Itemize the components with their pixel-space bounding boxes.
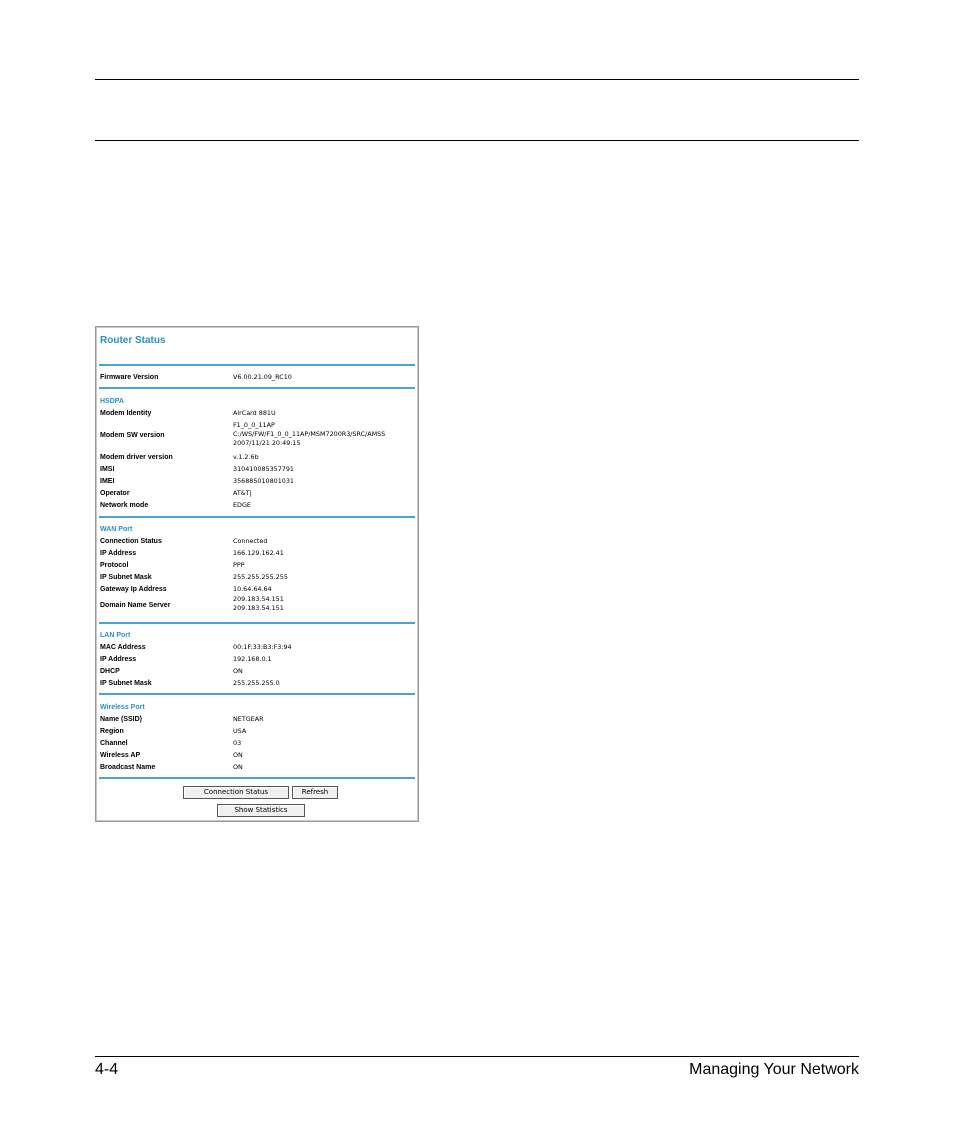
lan-subnet-row (99, 678, 415, 689)
separator (99, 516, 415, 518)
modem-identity-value: AirCard 881U (233, 409, 276, 417)
firmware-value: V6.00.21.09_RC10 (233, 373, 292, 381)
wan-connection-status-value: Connected (233, 537, 268, 545)
chapter-title: Managing Your Network (689, 1061, 859, 1078)
wan-connection-status-row (99, 536, 415, 547)
panel-title: Router Status (100, 335, 166, 346)
wireless-broadcast-label: Broadcast Name (100, 764, 156, 771)
wan-dns-line: 209.183.54.151 (233, 595, 284, 603)
wan-ip-value: 166.129.162.41 (233, 549, 284, 557)
wireless-ssid-label: Name (SSID) (100, 716, 143, 723)
wan-gateway-label: Gateway Ip Address (100, 586, 167, 593)
lan-mac-label: MAC Address (100, 644, 146, 651)
connection-status-button[interactable]: Connection Status (183, 786, 289, 799)
wireless-ap-value: ON (233, 751, 243, 759)
header-bottom-rule (95, 140, 859, 141)
wireless-ssid-value: NETGEAR (233, 715, 264, 723)
wireless-region-row (99, 726, 415, 737)
lan-mac-row (99, 642, 415, 653)
wireless-channel-row (99, 738, 415, 749)
separator (99, 364, 415, 366)
wireless-channel-value: 03 (233, 739, 242, 747)
imsi-value: 310410085357791 (233, 465, 294, 473)
separator (99, 622, 415, 624)
modem-sw-line: 2007/11/21 20:49:15 (233, 439, 301, 447)
separator (99, 777, 415, 779)
section-heading-wireless: Wireless Port (100, 704, 145, 711)
wan-ip-label: IP Address (100, 550, 137, 557)
modem-sw-version-row (99, 430, 415, 441)
wireless-broadcast-value: ON (233, 763, 243, 771)
operator-row (99, 488, 415, 499)
imei-value: 356885010801031 (233, 477, 294, 485)
network-mode-row (99, 500, 415, 511)
operator-value: AT&T| (233, 489, 252, 497)
wan-dns-line: 209.183.54.151 (233, 604, 284, 612)
wireless-ap-label: Wireless AP (100, 752, 141, 759)
modem-driver-label: Modem driver version (100, 454, 173, 461)
wan-subnet-row (99, 572, 415, 583)
wireless-ssid-row (99, 714, 415, 725)
modem-sw-version-label: Modem SW version (100, 432, 165, 439)
wireless-region-label: Region (100, 728, 124, 735)
router-status-content (99, 330, 415, 818)
page-number: 4-4 (95, 1061, 119, 1078)
imsi-label: IMSI (100, 466, 115, 473)
modem-identity-label: Modem Identity (100, 410, 152, 417)
refresh-button[interactable]: Refresh (292, 786, 338, 799)
lan-dhcp-row (99, 666, 415, 677)
modem-sw-line: F1_0_0_11AP (233, 421, 275, 429)
imsi-row (99, 464, 415, 475)
lan-ip-row (99, 654, 415, 665)
wan-gateway-row (99, 584, 415, 595)
separator (99, 693, 415, 695)
wireless-channel-label: Channel (100, 740, 128, 747)
lan-dhcp-label: DHCP (100, 668, 120, 675)
lan-mac-value: 00:1F:33:B3:F3:94 (233, 643, 292, 651)
network-mode-label: Network mode (100, 502, 149, 509)
lan-ip-label: IP Address (100, 656, 137, 663)
lan-ip-value: 192.168.0.1 (233, 655, 272, 663)
wan-ip-row (99, 548, 415, 559)
operator-label: Operator (100, 490, 130, 497)
firmware-row (99, 372, 415, 383)
section-heading-wan: WAN Port (100, 526, 133, 533)
modem-identity-row (99, 408, 415, 419)
modem-driver-row (99, 452, 415, 463)
wireless-broadcast-row (99, 762, 415, 773)
section-heading-lan: LAN Port (100, 632, 131, 639)
wan-dns-label: Domain Name Server (100, 602, 171, 609)
modem-driver-value: v.1.2.6b (233, 453, 259, 461)
imei-row (99, 476, 415, 487)
router-status-screenshot (95, 326, 419, 822)
wan-protocol-value: PPP (233, 561, 245, 569)
wan-protocol-label: Protocol (100, 562, 129, 569)
show-statistics-button[interactable]: Show Statistics (217, 804, 305, 817)
wireless-region-value: USA (233, 727, 247, 735)
footer-rule (95, 1056, 859, 1057)
imei-label: IMEI (100, 478, 115, 485)
firmware-label: Firmware Version (100, 374, 159, 381)
lan-subnet-value: 255.255.255.0 (233, 679, 280, 687)
wan-gateway-value: 10.64.64.64 (233, 585, 272, 593)
wireless-ap-row (99, 750, 415, 761)
lan-dhcp-value: ON (233, 667, 243, 675)
wan-connection-status-label: Connection Status (100, 538, 162, 545)
wan-dns-row (99, 600, 415, 611)
separator (99, 387, 415, 389)
wan-protocol-row (99, 560, 415, 571)
modem-sw-line: C:/WS/FW/F1_0_0_11AP/MSM7200R3/SRC/AMSS (233, 430, 386, 438)
wan-subnet-label: IP Subnet Mask (100, 574, 152, 581)
lan-subnet-label: IP Subnet Mask (100, 680, 152, 687)
section-heading-hsdpa: HSDPA (100, 398, 124, 405)
network-mode-value: EDGE (233, 501, 251, 509)
header-top-rule (95, 79, 859, 80)
wan-subnet-value: 255.255.255.255 (233, 573, 288, 581)
